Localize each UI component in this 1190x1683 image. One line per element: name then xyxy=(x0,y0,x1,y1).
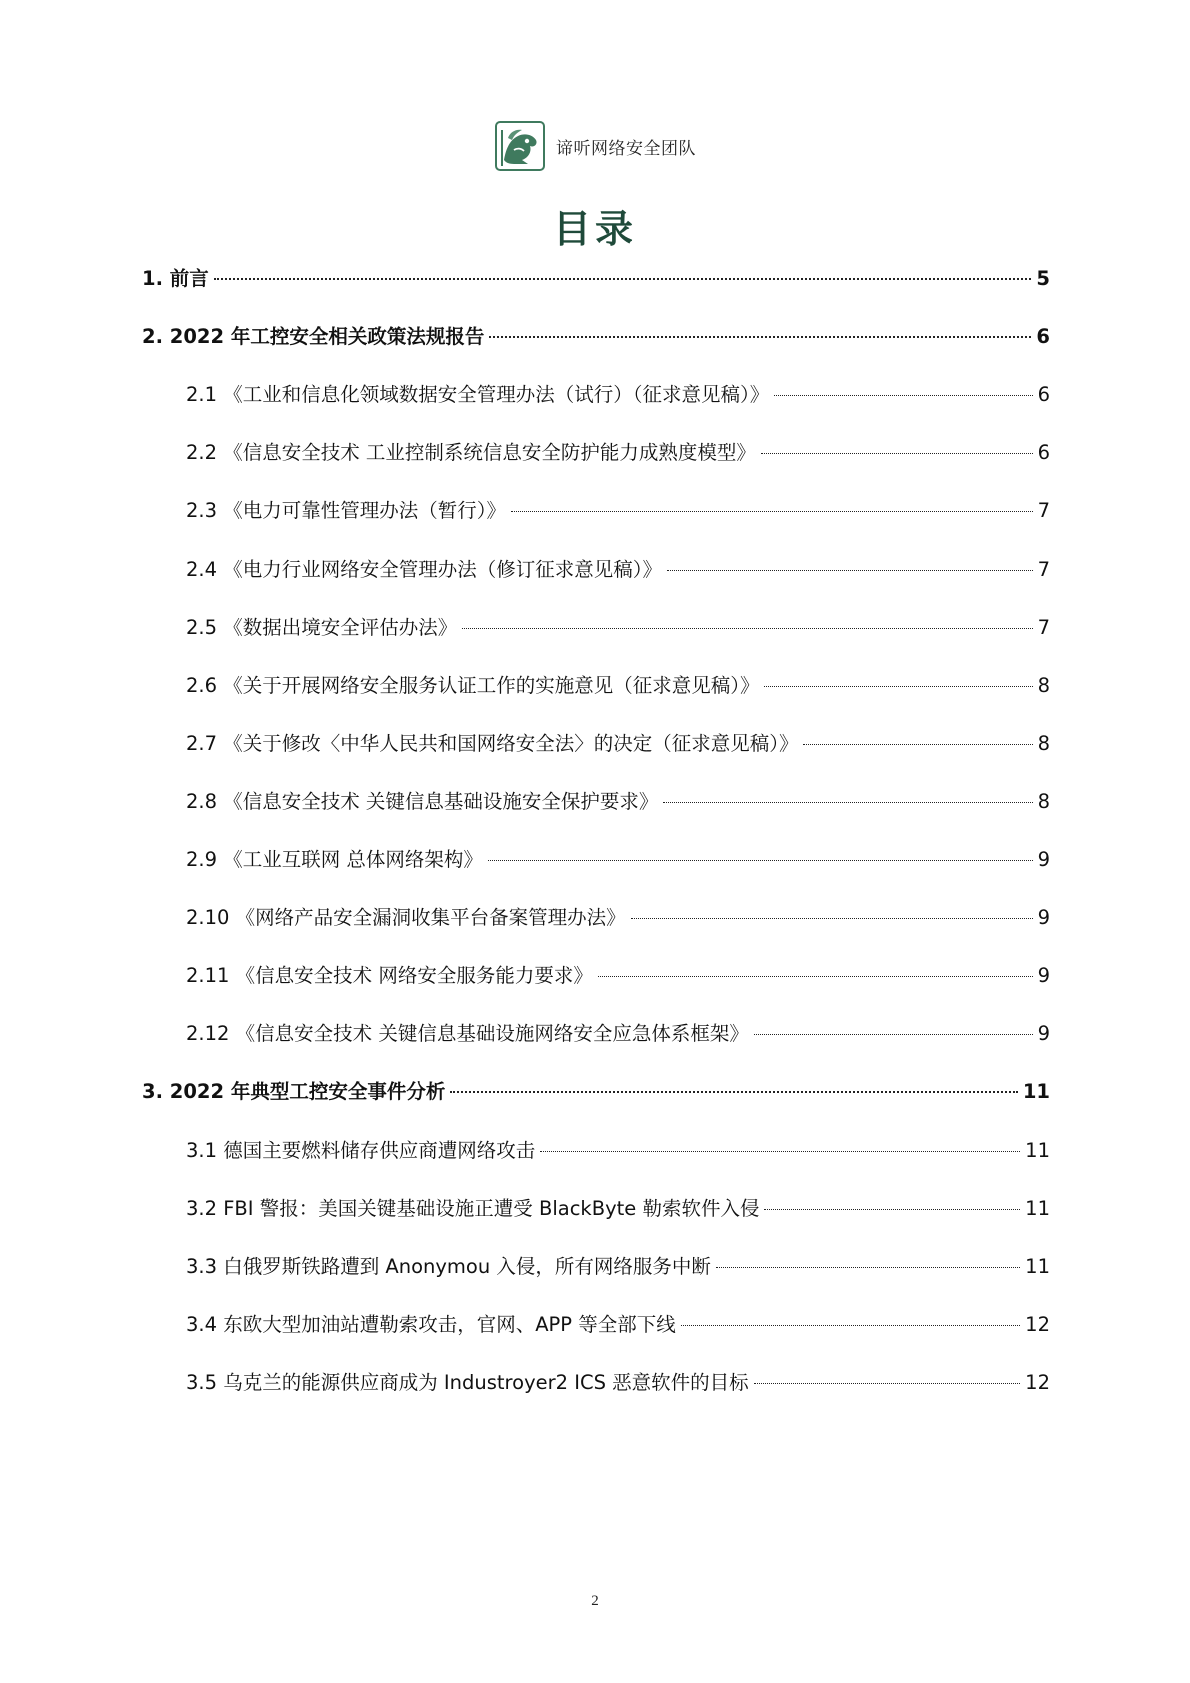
toc-chapter-entry[interactable] xyxy=(142,1078,1050,1106)
toc-section-entry[interactable] xyxy=(186,497,1050,525)
toc-entry-text: 2.1 《工业和信息化领域数据安全管理办法（试行）（征求意见稿）》 xyxy=(186,383,770,406)
toc-entry-page: 9 xyxy=(1037,1022,1050,1045)
toc-entry-page: 9 xyxy=(1037,906,1050,929)
toc-section-entry[interactable] xyxy=(186,1311,1050,1339)
toc-entry-text: 2.8 《信息安全技术 关键信息基础设施安全保护要求》 xyxy=(186,790,659,813)
toc-section-entry[interactable] xyxy=(186,1195,1050,1223)
toc-entry-page: 8 xyxy=(1037,732,1050,755)
toc-section-entry[interactable] xyxy=(186,730,1050,758)
toc-entry-page: 8 xyxy=(1037,674,1050,697)
toc-dot-leader xyxy=(663,802,1032,803)
toc-chapter-entry[interactable] xyxy=(142,265,1050,293)
toc-section-entry[interactable] xyxy=(186,614,1050,642)
toc-chapter-entry[interactable] xyxy=(142,323,1050,351)
toc-dot-leader xyxy=(761,453,1033,454)
toc-entry-page: 7 xyxy=(1037,558,1050,581)
toc-entry-text: 3.3 白俄罗斯铁路遭到 Anonymou 入侵，所有网络服务中断 xyxy=(186,1255,711,1278)
toc-entry-page: 9 xyxy=(1037,964,1050,987)
toc-entry-text: 2.3 《电力可靠性管理办法（暂行）》 xyxy=(186,499,506,522)
toc-section-entry[interactable] xyxy=(186,1020,1050,1048)
toc-dot-leader xyxy=(214,278,1032,280)
toc-entry-text: 2.5 《数据出境安全评估办法》 xyxy=(186,616,458,639)
toc-entry-text: 3.4 东欧大型加油站遭勒索攻击，官网、APP 等全部下线 xyxy=(186,1313,676,1336)
toc-section-entry[interactable] xyxy=(186,672,1050,700)
toc-dot-leader xyxy=(764,686,1032,687)
document-header xyxy=(0,118,1190,174)
toc-section-entry[interactable] xyxy=(186,439,1050,467)
toc-section-entry[interactable] xyxy=(186,788,1050,816)
toc-dot-leader xyxy=(754,1034,1033,1035)
toc-entry-text: 3.2 FBI 警报：美国关键基础设施正遭受 BlackByte 勒索软件入侵 xyxy=(186,1197,760,1220)
toc-section-entry[interactable] xyxy=(186,556,1050,584)
toc-entry-page: 12 xyxy=(1025,1313,1050,1336)
toc-entry-page: 11 xyxy=(1025,1139,1050,1162)
toc-entry-page: 11 xyxy=(1022,1080,1050,1103)
toc-dot-leader xyxy=(511,511,1033,512)
page-number: 2 xyxy=(591,1593,599,1609)
team-name: 谛听网络安全团队 xyxy=(556,138,696,159)
toc-entry-page: 6 xyxy=(1037,383,1050,406)
toc-entry-page: 5 xyxy=(1036,267,1050,290)
toc-entry-text: 2. 2022 年工控安全相关政策法规报告 xyxy=(142,325,485,348)
toc-entry-text: 3. 2022 年典型工控安全事件分析 xyxy=(142,1080,446,1103)
toc-dot-leader xyxy=(462,628,1032,629)
toc-entry-page: 12 xyxy=(1025,1371,1050,1394)
toc-section-entry[interactable] xyxy=(186,962,1050,990)
toc-dot-leader xyxy=(803,744,1032,745)
toc-entry-text: 2.4 《电力行业网络安全管理办法（修订征求意见稿）》 xyxy=(186,558,662,581)
team-logo-icon xyxy=(494,120,546,172)
toc-entry-page: 11 xyxy=(1025,1255,1050,1278)
toc-dot-leader xyxy=(631,918,1033,919)
toc-entry-page: 9 xyxy=(1037,848,1050,871)
toc-entry-text: 2.2 《信息安全技术 工业控制系统信息安全防护能力成熟度模型》 xyxy=(186,441,756,464)
toc-section-entry[interactable] xyxy=(186,1137,1050,1165)
toc-dot-leader xyxy=(598,976,1033,977)
toc-entry-text: 3.5 乌克兰的能源供应商成为 Industroyer2 ICS 恶意软件的目标 xyxy=(186,1371,749,1394)
toc-entry-page: 6 xyxy=(1036,325,1050,348)
toc-section-entry[interactable] xyxy=(186,381,1050,409)
toc-entry-text: 2.12 《信息安全技术 关键信息基础设施网络安全应急体系框架》 xyxy=(186,1022,749,1045)
toc-entry-text: 3.1 德国主要燃料储存供应商遭网络攻击 xyxy=(186,1139,536,1162)
toc-dot-leader xyxy=(540,1151,1020,1152)
toc-section-entry[interactable] xyxy=(186,904,1050,932)
toc-entry-text: 2.11 《信息安全技术 网络安全服务能力要求》 xyxy=(186,964,593,987)
toc-entry-text: 2.6 《关于开展网络安全服务认证工作的实施意见（征求意见稿）》 xyxy=(186,674,760,697)
toc-entry-page: 8 xyxy=(1037,790,1050,813)
toc-dot-leader xyxy=(450,1091,1018,1093)
toc-entry-page: 11 xyxy=(1025,1197,1050,1220)
toc-dot-leader xyxy=(764,1209,1020,1210)
toc-entry-page: 6 xyxy=(1037,441,1050,464)
toc-dot-leader xyxy=(667,570,1033,571)
toc-entry-text: 2.10 《网络产品安全漏洞收集平台备案管理办法》 xyxy=(186,906,626,929)
toc-dot-leader xyxy=(681,1325,1020,1326)
toc-dot-leader xyxy=(774,395,1032,396)
toc-section-entry[interactable] xyxy=(186,846,1050,874)
toc-entry-page: 7 xyxy=(1037,499,1050,522)
toc-section-entry[interactable] xyxy=(186,1253,1050,1281)
toc-dot-leader xyxy=(488,860,1033,861)
toc-dot-leader xyxy=(489,336,1031,338)
toc-entry-page: 7 xyxy=(1037,616,1050,639)
toc-entry-text: 2.7 《关于修改〈中华人民共和国网络安全法〉的决定（征求意见稿）》 xyxy=(186,732,799,755)
toc-dot-leader xyxy=(716,1267,1020,1268)
toc-entry-text: 1. 前言 xyxy=(142,267,209,290)
toc-dot-leader xyxy=(754,1383,1020,1384)
toc-section-entry[interactable] xyxy=(186,1369,1050,1397)
toc-title: 目录 xyxy=(552,207,637,251)
toc-entry-text: 2.9 《工业互联网 总体网络架构》 xyxy=(186,848,483,871)
